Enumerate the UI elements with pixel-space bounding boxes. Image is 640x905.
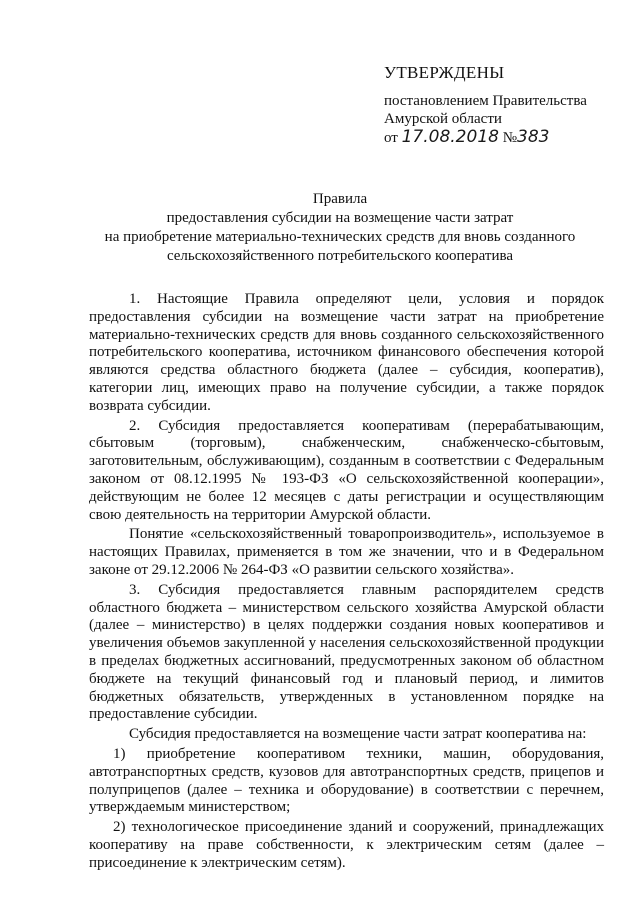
title-line-2: предоставления субсидии на возмещение части затрат	[166, 210, 514, 226]
document-body	[89, 291, 604, 875]
list-item-2: 2) технологическое присоединение зданий и сооружений, принадлежащих кооперативу на праве собственности, к электрическим сетям (далее – присоединение к электрическим сетям).	[89, 819, 604, 871]
approval-line-2: Амурской области	[384, 111, 502, 127]
paragraph-3-intro: Субсидия предоставляется на возмещение части затрат кооператива на:	[129, 726, 587, 743]
paragraph-2-note: Понятие «сельскохозяйственный товаропроизводитель», используемое в настоящих Правилах, применяется в том же значении, что и в Федеральном законе от 29.12.2006 № 264-ФЗ «О развитии сельского хозяйства».	[89, 526, 604, 578]
title-line-3: на приобретение материально-технических средств для вновь созданного	[104, 229, 576, 245]
paragraph-3: 3. Субсидия предоставляется главным распорядителем средств областного бюджета – министерством сельского хозяйства Амурской области (далее – министерство) в целях поддержки создания новых кооперативов и увеличения объемов закупленной у населения сельскохозяйственной продукции в пределах бюджетных ассигнований, предусмотренных законом об областном бюджете на текущий финансовый год и плановый период, и лимитов бюджетных обязательств, утвержденных в установленном порядке на предоставление субсидии.	[89, 581, 604, 723]
paragraph-2: 2. Субсидия предоставляется кооперативам (перерабатывающим, сбытовым (торговым), снабженческим, снабженческо-сбытовым, заготовительным, обслуживающим), созданным в соответствии с Федеральным законом от 08.12.1995 № 193-ФЗ «О сельскохозяйственной кооперации», действующим не более 12 месяцев с даты регистрации и осуществляющим свою деятельность на территории Амурской области.	[89, 417, 604, 523]
approval-heading: УТВЕРЖДЕНЫ	[384, 63, 505, 82]
date-prefix: от	[384, 130, 398, 146]
number-prefix: №	[502, 130, 518, 146]
paragraph-1: 1. Настоящие Правила определяют цели, условия и порядок предоставления субсидии на возмещение части затрат на приобретение материально-технических средств для вновь созданного сельскохозяйственного потребительского кооператива, источником финансового обеспечения которой являются средства областного бюджета (далее – субсидия, кооператив), категории лиц, имеющих право на получение субсидии, а также порядок возврата субсидии.	[89, 291, 604, 414]
approval-line-1: постановлением Правительства	[384, 93, 587, 109]
handwritten-date: 17.08.2018	[401, 127, 499, 147]
approval-stamp	[384, 64, 624, 147]
title-line-4: сельскохозяйственного потребительского кооператива	[166, 248, 514, 264]
title-line-1: Правила	[312, 191, 368, 207]
document-title	[80, 190, 600, 266]
list-item-1: 1) приобретение кооперативом техники, машин, оборудования, автотранспортных средств, кузовов для автотранспортных средств, прицепов и полуприцепов (далее – техника и оборудование) в соответствии с перечнем, утверждаемым министерством;	[89, 745, 604, 816]
approval-date-line	[384, 128, 624, 147]
handwritten-number: 383	[517, 127, 550, 147]
